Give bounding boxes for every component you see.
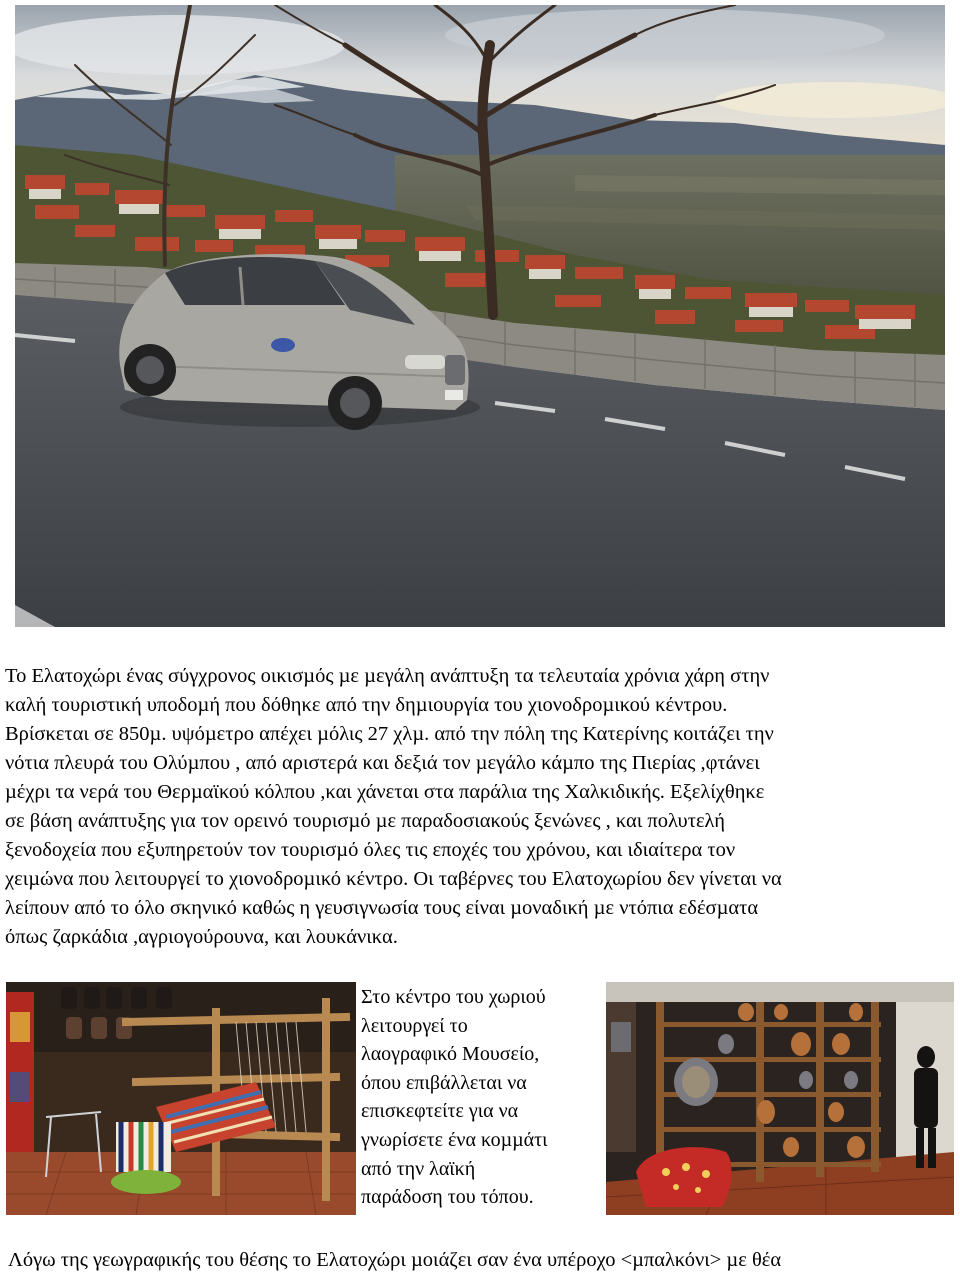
caption-line: γνωρίσετε ένα κοµµάτι [361, 1128, 548, 1151]
caption-line: λειτουργεί το [361, 1014, 468, 1037]
closing-line [8, 1246, 958, 1275]
museum-caption [361, 983, 601, 1212]
hero-photo [15, 5, 945, 627]
caption-line: παράδοση του τόπου. [361, 1186, 534, 1209]
intro-paragraph [5, 662, 955, 952]
caption-line: επισκεφτείτε για να [361, 1100, 519, 1123]
intro-line: χειµώνα που λειτουργεί το χιονοδροµικό κέντρο. Οι ταβέρνες του Ελατοχωρίου δεν γίνεται να [5, 868, 782, 890]
intro-line: καλή τουριστική υποδοµή που δόθηκε από την δηµιουργία του χιονοδροµικού κέντρου. [5, 694, 728, 716]
hero-photo-illustration [15, 5, 945, 627]
intro-line: όπως ζαρκάδια ,αγριογούρουνα, και λουκάνικα. [5, 926, 398, 948]
intro-line: νότια πλευρά του Ολύµπου , από αριστερά και δεξιά τον µεγάλο κάµπο της Πιερίας ,φτάνει [5, 752, 760, 774]
caption-line: λαογραφικό Μουσείο, [361, 1043, 540, 1066]
intro-line: µέχρι τα νερά του Θερµαϊκού κόλπου ,και χάνεται στα παράλια της Χαλκιδικής. Εξελίχθηκε [5, 781, 765, 803]
caption-line: όπου επιβάλλεται να [361, 1071, 527, 1094]
intro-line: λείπουν από το όλο σκηνικό καθώς η γευσιγνωσία τους είναι µοναδική µε ντόπια εδέσµατα [5, 897, 759, 919]
intro-line: ξενοδοχεία που εξυπηρετούν τον τουρισµό όλες τις εποχές του χρόνου, και ιδιαίτερα τον [5, 839, 736, 861]
intro-line: Βρίσκεται σε 850µ. υψόµετρο απέχει µόλις 27 χλµ. από την πόλη της Κατερίνης κοιτάζει την [5, 723, 774, 745]
museum-photo-illustration [606, 982, 954, 1215]
closing-text: Λόγω της γεωγραφικής του θέσης το Ελατοχώρι µοιάζει σαν ένα υπέροχο <µπαλκόνι> µε θέα [8, 1249, 782, 1271]
loom-photo-illustration [6, 982, 356, 1215]
intro-line: σε βάση ανάπτυξης για τον ορεινό τουρισµό µε παραδοσιακούς ξενώνες , και πολυτελή [5, 810, 726, 832]
intro-line: Το Ελατοχώρι ένας σύγχρονος οικισµός µε µεγάλη ανάπτυξη τα τελευταία χρόνια χάρη στην [5, 665, 770, 687]
loom-photo [6, 982, 356, 1215]
museum-photo [606, 982, 954, 1215]
caption-line: από την λαϊκή [361, 1157, 476, 1180]
caption-line: Στο κέντρο του χωριού [361, 986, 546, 1008]
